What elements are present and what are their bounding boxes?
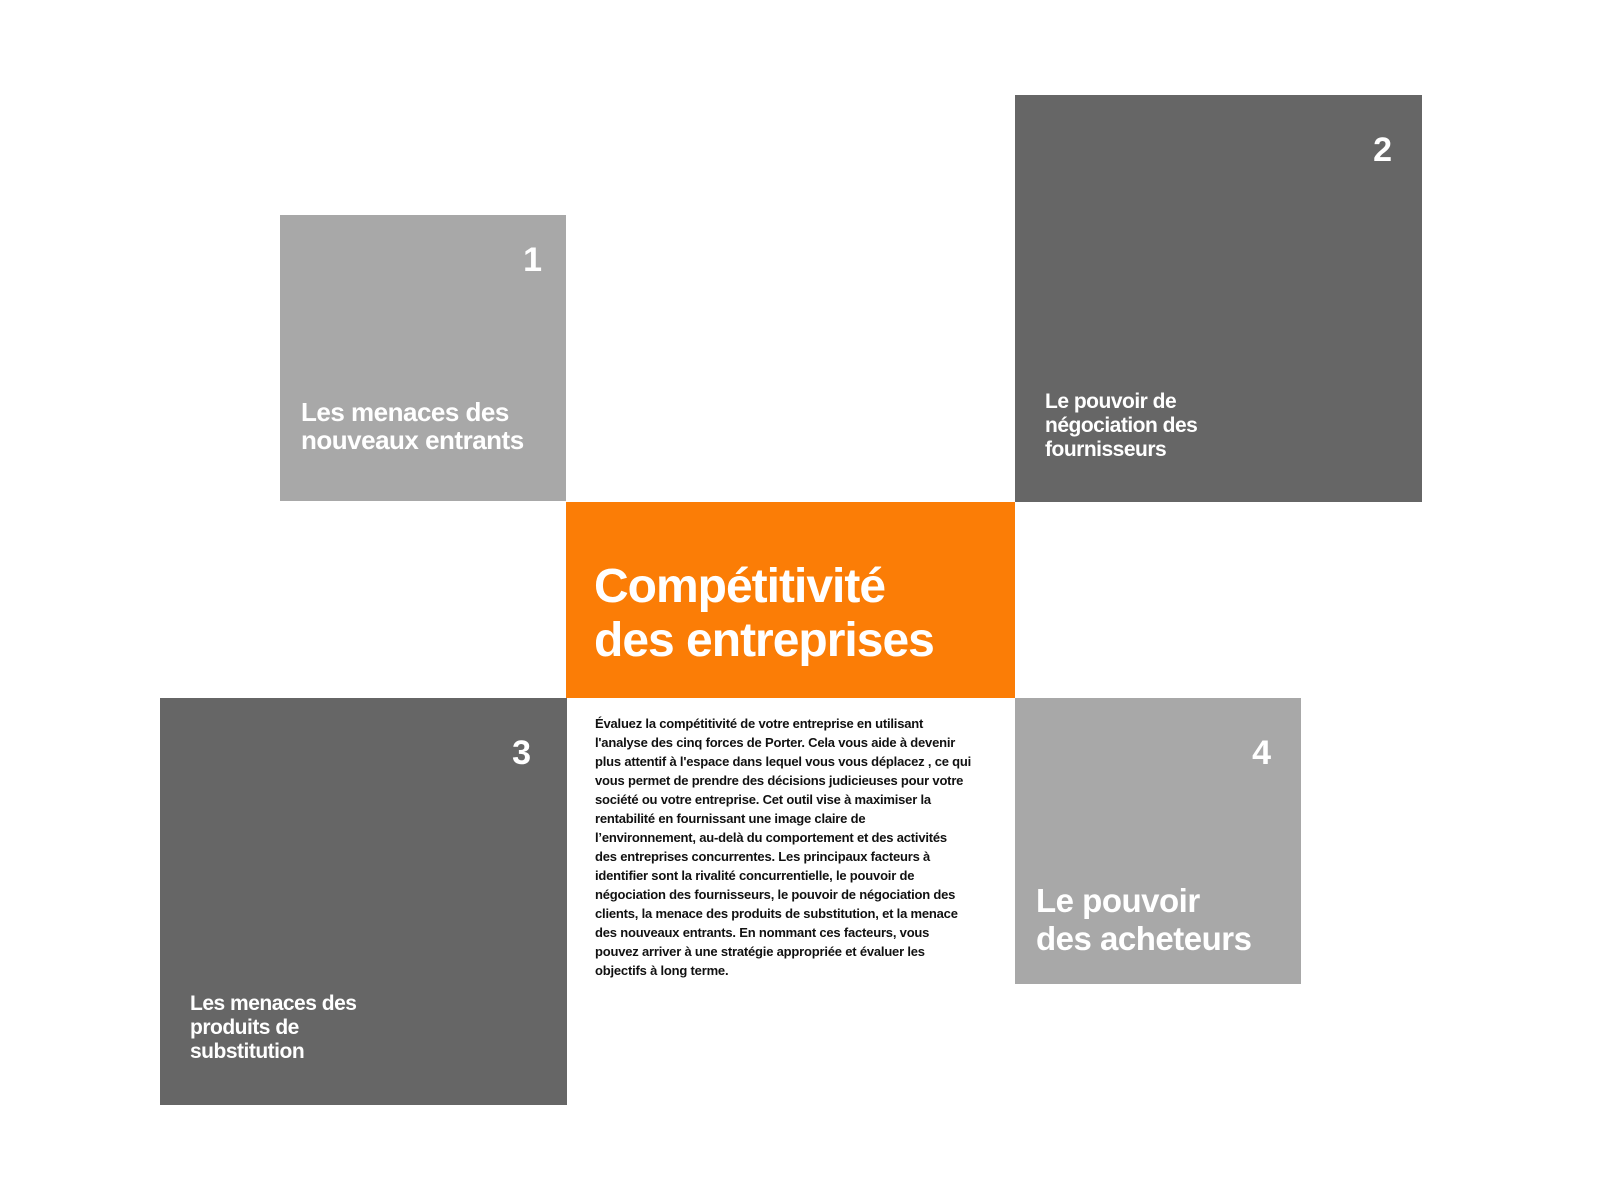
- force-number-4: 4: [1252, 734, 1271, 772]
- force-label-1: Les menaces des nouveaux entrants: [301, 397, 524, 455]
- force-box-2: [1015, 95, 1422, 502]
- force-label-2: Le pouvoir de négociation des fournisseurs: [1045, 390, 1198, 461]
- force-label-4: Le pouvoir des acheteurs: [1036, 882, 1252, 957]
- center-title-box: [566, 502, 1015, 698]
- force-number-3: 3: [512, 734, 531, 772]
- force-number-2: 2: [1373, 131, 1392, 169]
- center-title: Compétitivité des entreprises: [594, 560, 934, 667]
- force-box-4: [1015, 698, 1301, 984]
- description-paragraph: Évaluez la compétitivité de votre entreprise en utilisant l'analyse des cinq forces de Porter. Cela vous aide à devenir plus attentif à l'espace dans lequel vous vous déplacez , ce qui vous permet de prendre des décisions judicieuses pour votre société ou votre entreprise. Cet outil vise à maximiser la rentabilité en fournissant une image claire de l’environnement, au-delà du comportement et des activités des entreprises concurrentes. Les principaux facteurs à identifier sont la rivalité concurrentielle, le pouvoir de négociation des fournisseurs, le pouvoir de négociation des clients, la menace des produits de substitution, et la menace des nouveaux entrants. En nommant ces facteurs, vous pouvez arriver à une stratégie appropriée et évaluer les objectifs à long terme.: [595, 716, 972, 978]
- force-box-1: [280, 215, 566, 501]
- force-label-3: Les menaces des produits de substitution: [190, 992, 357, 1063]
- force-box-3: [160, 698, 567, 1105]
- force-number-1: 1: [523, 241, 542, 279]
